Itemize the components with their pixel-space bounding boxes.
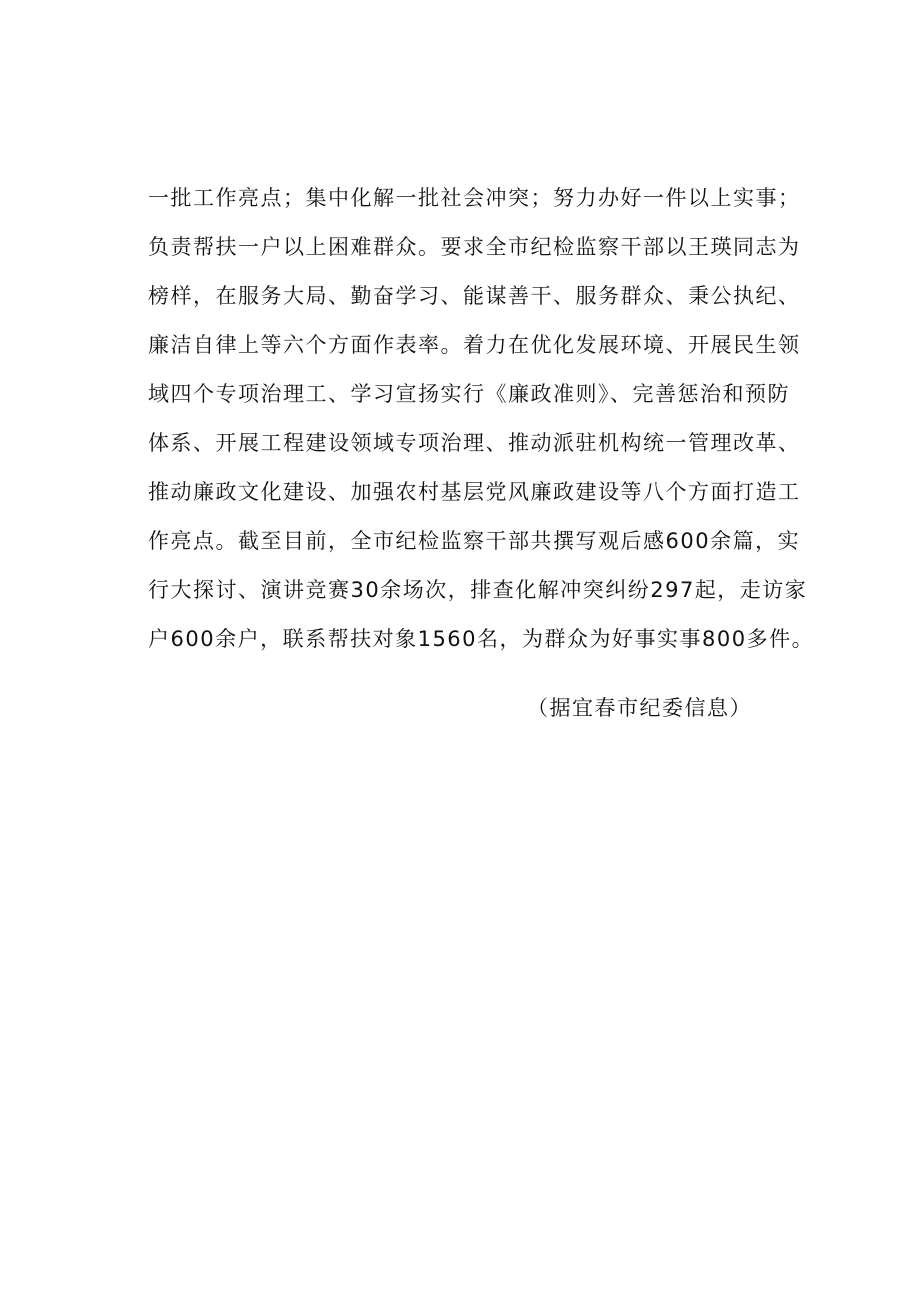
paragraph-line-8: 作亮点。截至目前，全市纪检监察干部共撰写观后感600余篇，实 — [148, 529, 801, 553]
paragraph-line-1: 一批工作亮点；集中化解一批社会冲突；努力办好一件以上实事； — [148, 186, 801, 210]
paragraph-line-10: 户600余户，联系帮扶对象1560名，为群众为好事实事800多件。 — [148, 627, 815, 651]
paragraph-line-5: 域四个专项治理工、学习宣扬实行《廉政准则》、完善惩治和预防 — [148, 382, 790, 406]
paragraph-line-6: 体系、开展工程建设领域专项治理、推动派驻机构统一管理改革、 — [148, 431, 801, 455]
paragraph-line-3: 榜样，在服务大局、勤奋学习、能谋善干、服务群众、秉公执纪、 — [148, 284, 801, 308]
paragraph-line-9: 行大探讨、演讲竞赛30余场次，排查化解冲突纠纷297起，走访家 — [148, 578, 808, 602]
paragraph-line-4: 廉洁自律上等六个方面作表率。着力在优化发展环境、开展民生领 — [148, 333, 801, 357]
source-attribution: （据宜春市纪委信息） — [527, 696, 752, 720]
paragraph-line-2: 负责帮扶一户以上困难群众。要求全市纪检监察干部以王瑛同志为 — [148, 235, 801, 259]
paragraph-line-7: 推动廉政文化建设、加强农村基层党风廉政建设等八个方面打造工 — [148, 480, 801, 504]
article-body — [148, 174, 815, 664]
